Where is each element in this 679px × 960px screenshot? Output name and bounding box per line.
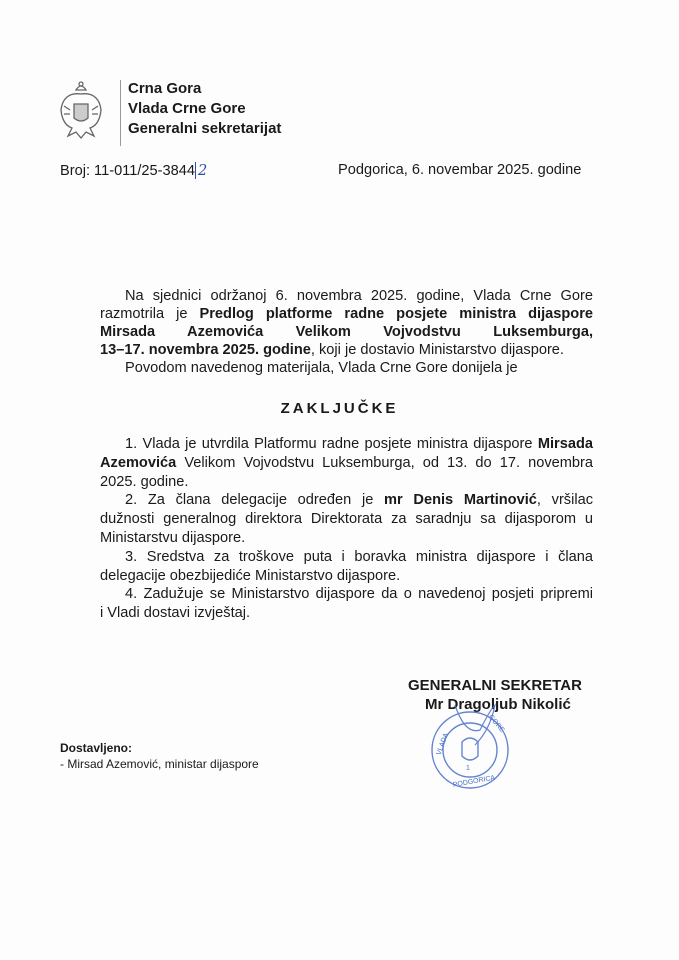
text: Povodom navedenog materijala, Vlada Crne Gore donijela je: [125, 360, 518, 376]
svg-text:GORE: GORE: [486, 713, 506, 735]
place-date: Podgorica, 6. novembar 2025. godine: [338, 162, 582, 178]
bold-text: Predlog platforme radne posjete ministra dijaspore: [199, 306, 593, 322]
bold-text: Mirsada: [537, 436, 593, 452]
conclusions-heading: ZAKLJUČKE: [280, 400, 399, 417]
text: delegacije obezbijediće Ministarstvo dijaspore.: [100, 567, 401, 584]
svg-text:PODGORICA: PODGORICA: [452, 774, 496, 789]
text-line: [100, 324, 593, 340]
text: , vršilac: [536, 492, 593, 509]
header-department: Generalni sekretarijat: [128, 120, 282, 137]
text-line: [100, 342, 593, 358]
distribution-label: Dostavljeno:: [60, 741, 133, 755]
bold-text: Azemovića: [100, 454, 177, 471]
text: 2025. godine.: [100, 473, 189, 490]
handwritten-suffix: 2: [195, 162, 207, 179]
text-line: [100, 474, 593, 490]
header-government: Vlada Crne Gore: [128, 100, 246, 117]
header-divider: [120, 80, 121, 146]
text-line: [100, 306, 593, 322]
text-line: [100, 586, 593, 602]
text: 1. Vlada je utvrdila Platformu radne posjete ministra dijaspore: [125, 436, 538, 452]
text-line: [100, 605, 593, 621]
signatory-name: Mr Dragoljub Nikolić: [425, 696, 571, 713]
bold-text: mr Denis Martinović: [384, 492, 537, 509]
distribution-recipient: - Mirsad Azemović, ministar dijaspore: [60, 757, 259, 771]
text: Na sjednici održanoj 6. novembra 2025. godine, Vlada Crne Gore: [125, 288, 593, 304]
text: Ministarstvu dijaspore.: [100, 530, 246, 546]
text: , koji je dostavio Ministarstvo dijaspore.: [310, 342, 564, 358]
coat-of-arms-icon: [58, 80, 104, 142]
reference-number: Broj: 11-011/25-3844 2: [60, 162, 208, 179]
text: 4. Zadužuje se Ministarstvo dijaspore da o navedenoj posjeti pripremi: [125, 586, 593, 603]
text-line: [100, 436, 593, 452]
text-line: [100, 568, 593, 584]
official-stamp-icon: [425, 700, 525, 800]
text-line: [100, 360, 593, 376]
text: Velikom Vojvodstvu Luksemburga, od 13. do 17. novembra: [176, 454, 593, 471]
text-line: [100, 455, 593, 471]
text: 3. Sredstva za troškove puta i boravka ministra dijaspore i člana: [125, 548, 593, 565]
text-line: [100, 511, 593, 527]
text-line: [100, 288, 593, 304]
text: dužnosti generalnog direktora Direktorata za saradnju sa dijasporom u: [100, 511, 593, 528]
header-country: Crna Gora: [128, 80, 202, 97]
svg-text:1: 1: [466, 765, 470, 772]
bold-text: 13–17. novembra 2025. godine: [100, 342, 311, 358]
text-line: [100, 549, 593, 565]
text: 2. Za člana delegacije određen je: [125, 492, 385, 509]
bold-text: Mirsada Azemovića Velikom Vojvodstvu Luksemburga,: [100, 324, 593, 340]
text-line: [100, 492, 593, 508]
svg-text:VLADA: VLADA: [435, 732, 451, 757]
text: i Vladi dostavi izvještaj.: [100, 605, 251, 622]
text: razmotrila je: [100, 306, 200, 322]
signatory-title: GENERALNI SEKRETAR: [408, 677, 582, 694]
text-line: [100, 530, 593, 546]
